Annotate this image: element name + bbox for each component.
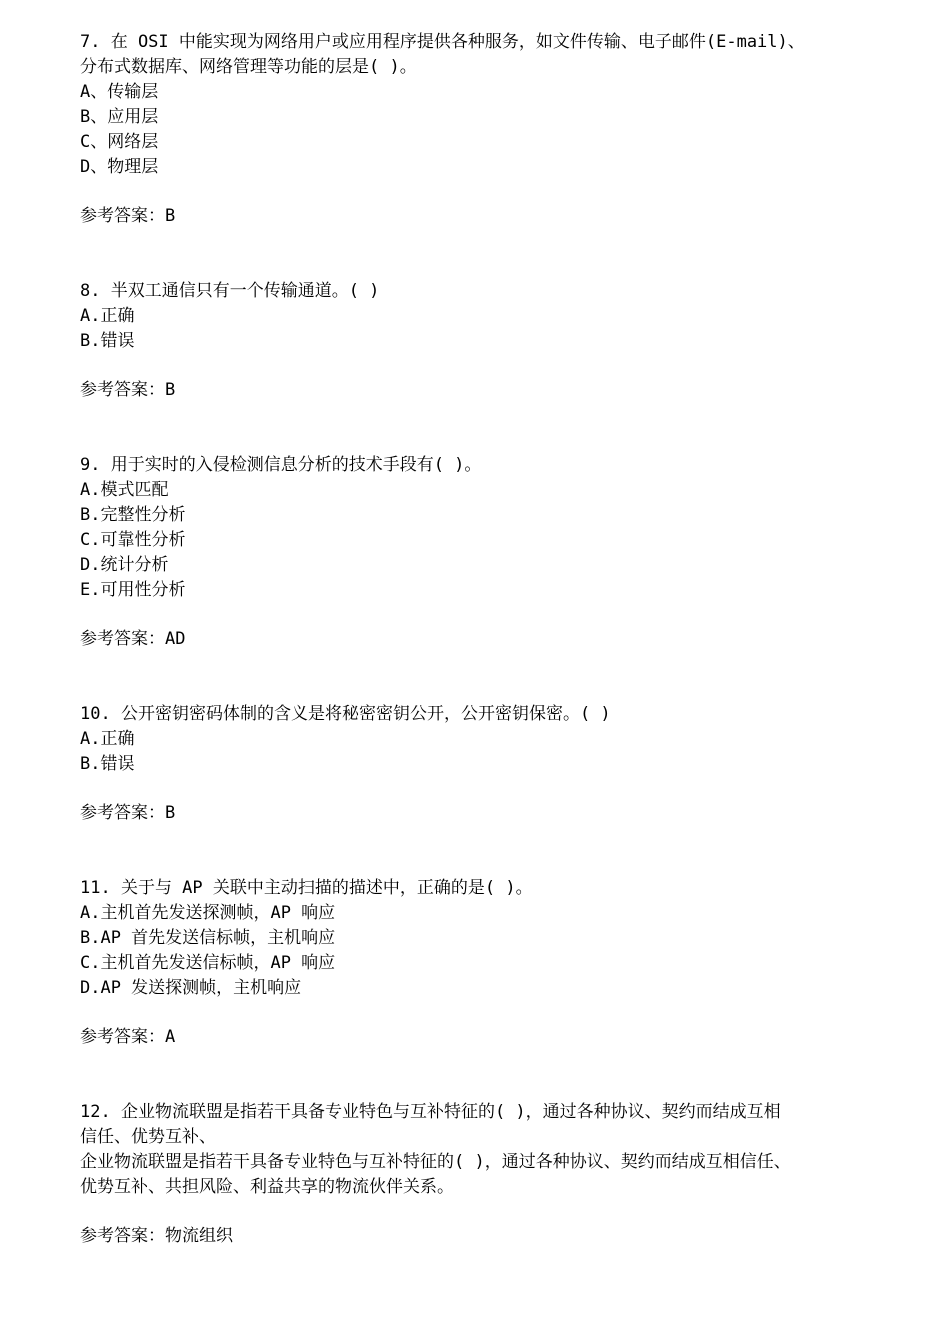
option-c: C.主机首先发送信标帧，AP 响应 xyxy=(80,953,336,973)
question-stem-line: 10. 公开密钥密码体制的含义是将秘密密钥公开，公开密钥保密。( ) xyxy=(80,704,611,724)
question-11 xyxy=(80,876,900,1050)
question-spacer xyxy=(80,403,900,453)
question-stem-line: 7. 在 OSI 中能实现为网络用户或应用程序提供各种服务，如文件传输、电子邮件(E-mail)、 xyxy=(80,32,805,52)
question-stem-line: 分布式数据库、网络管理等功能的层是( )。 xyxy=(80,57,417,77)
option-d: D.AP 发送探测帧，主机响应 xyxy=(80,978,302,998)
question-stem-line: 9. 用于实时的入侵检测信息分析的技术手段有( )。 xyxy=(80,455,482,475)
option-c: C、网络层 xyxy=(80,132,159,152)
answer-text: 参考答案：AD xyxy=(80,629,186,649)
answer-text: 参考答案：B xyxy=(80,380,176,400)
question-stem-line: 11. 关于与 AP 关联中主动扫描的描述中，正确的是( )。 xyxy=(80,878,533,898)
answer-text: 参考答案：物流组织 xyxy=(80,1226,233,1246)
question-spacer xyxy=(80,229,900,279)
question-stem-line: 12. 企业物流联盟是指若干具备专业特色与互补特征的( )，通过各种协议、契约而结成互相 xyxy=(80,1102,781,1122)
question-stem-line: 信任、优势互补、 xyxy=(80,1127,216,1147)
option-d: D.统计分析 xyxy=(80,555,169,575)
option-b: B、应用层 xyxy=(80,107,159,127)
option-a: A.模式匹配 xyxy=(80,480,169,500)
option-b: B.完整性分析 xyxy=(80,505,186,525)
question-stem-line: 8. 半双工通信只有一个传输通道。( ) xyxy=(80,281,380,301)
question-stem-line: 优势互补、共担风险、利益共享的物流伙伴关系。 xyxy=(80,1177,454,1197)
question-stem-line: 企业物流联盟是指若干具备专业特色与互补特征的( )，通过各种协议、契约而结成互相信任、 xyxy=(80,1152,791,1172)
question-spacer xyxy=(80,1050,900,1100)
question-8 xyxy=(80,279,900,403)
question-7 xyxy=(80,30,900,229)
option-c: C.可靠性分析 xyxy=(80,530,186,550)
answer-text: 参考答案：A xyxy=(80,1027,176,1047)
option-d: D、物理层 xyxy=(80,157,159,177)
option-b: B.错误 xyxy=(80,331,135,351)
question-9 xyxy=(80,453,900,652)
option-b: B.错误 xyxy=(80,754,135,774)
question-10 xyxy=(80,702,900,826)
answer-text: 参考答案：B xyxy=(80,803,176,823)
option-b: B.AP 首先发送信标帧，主机响应 xyxy=(80,928,336,948)
document-page xyxy=(80,30,900,1249)
option-a: A.主机首先发送探测帧，AP 响应 xyxy=(80,903,336,923)
question-12 xyxy=(80,1100,900,1249)
question-spacer xyxy=(80,826,900,876)
answer-text: 参考答案：B xyxy=(80,206,176,226)
option-e: E.可用性分析 xyxy=(80,580,186,600)
option-a: A、传输层 xyxy=(80,82,159,102)
question-spacer xyxy=(80,652,900,702)
option-a: A.正确 xyxy=(80,729,135,749)
option-a: A.正确 xyxy=(80,306,135,326)
